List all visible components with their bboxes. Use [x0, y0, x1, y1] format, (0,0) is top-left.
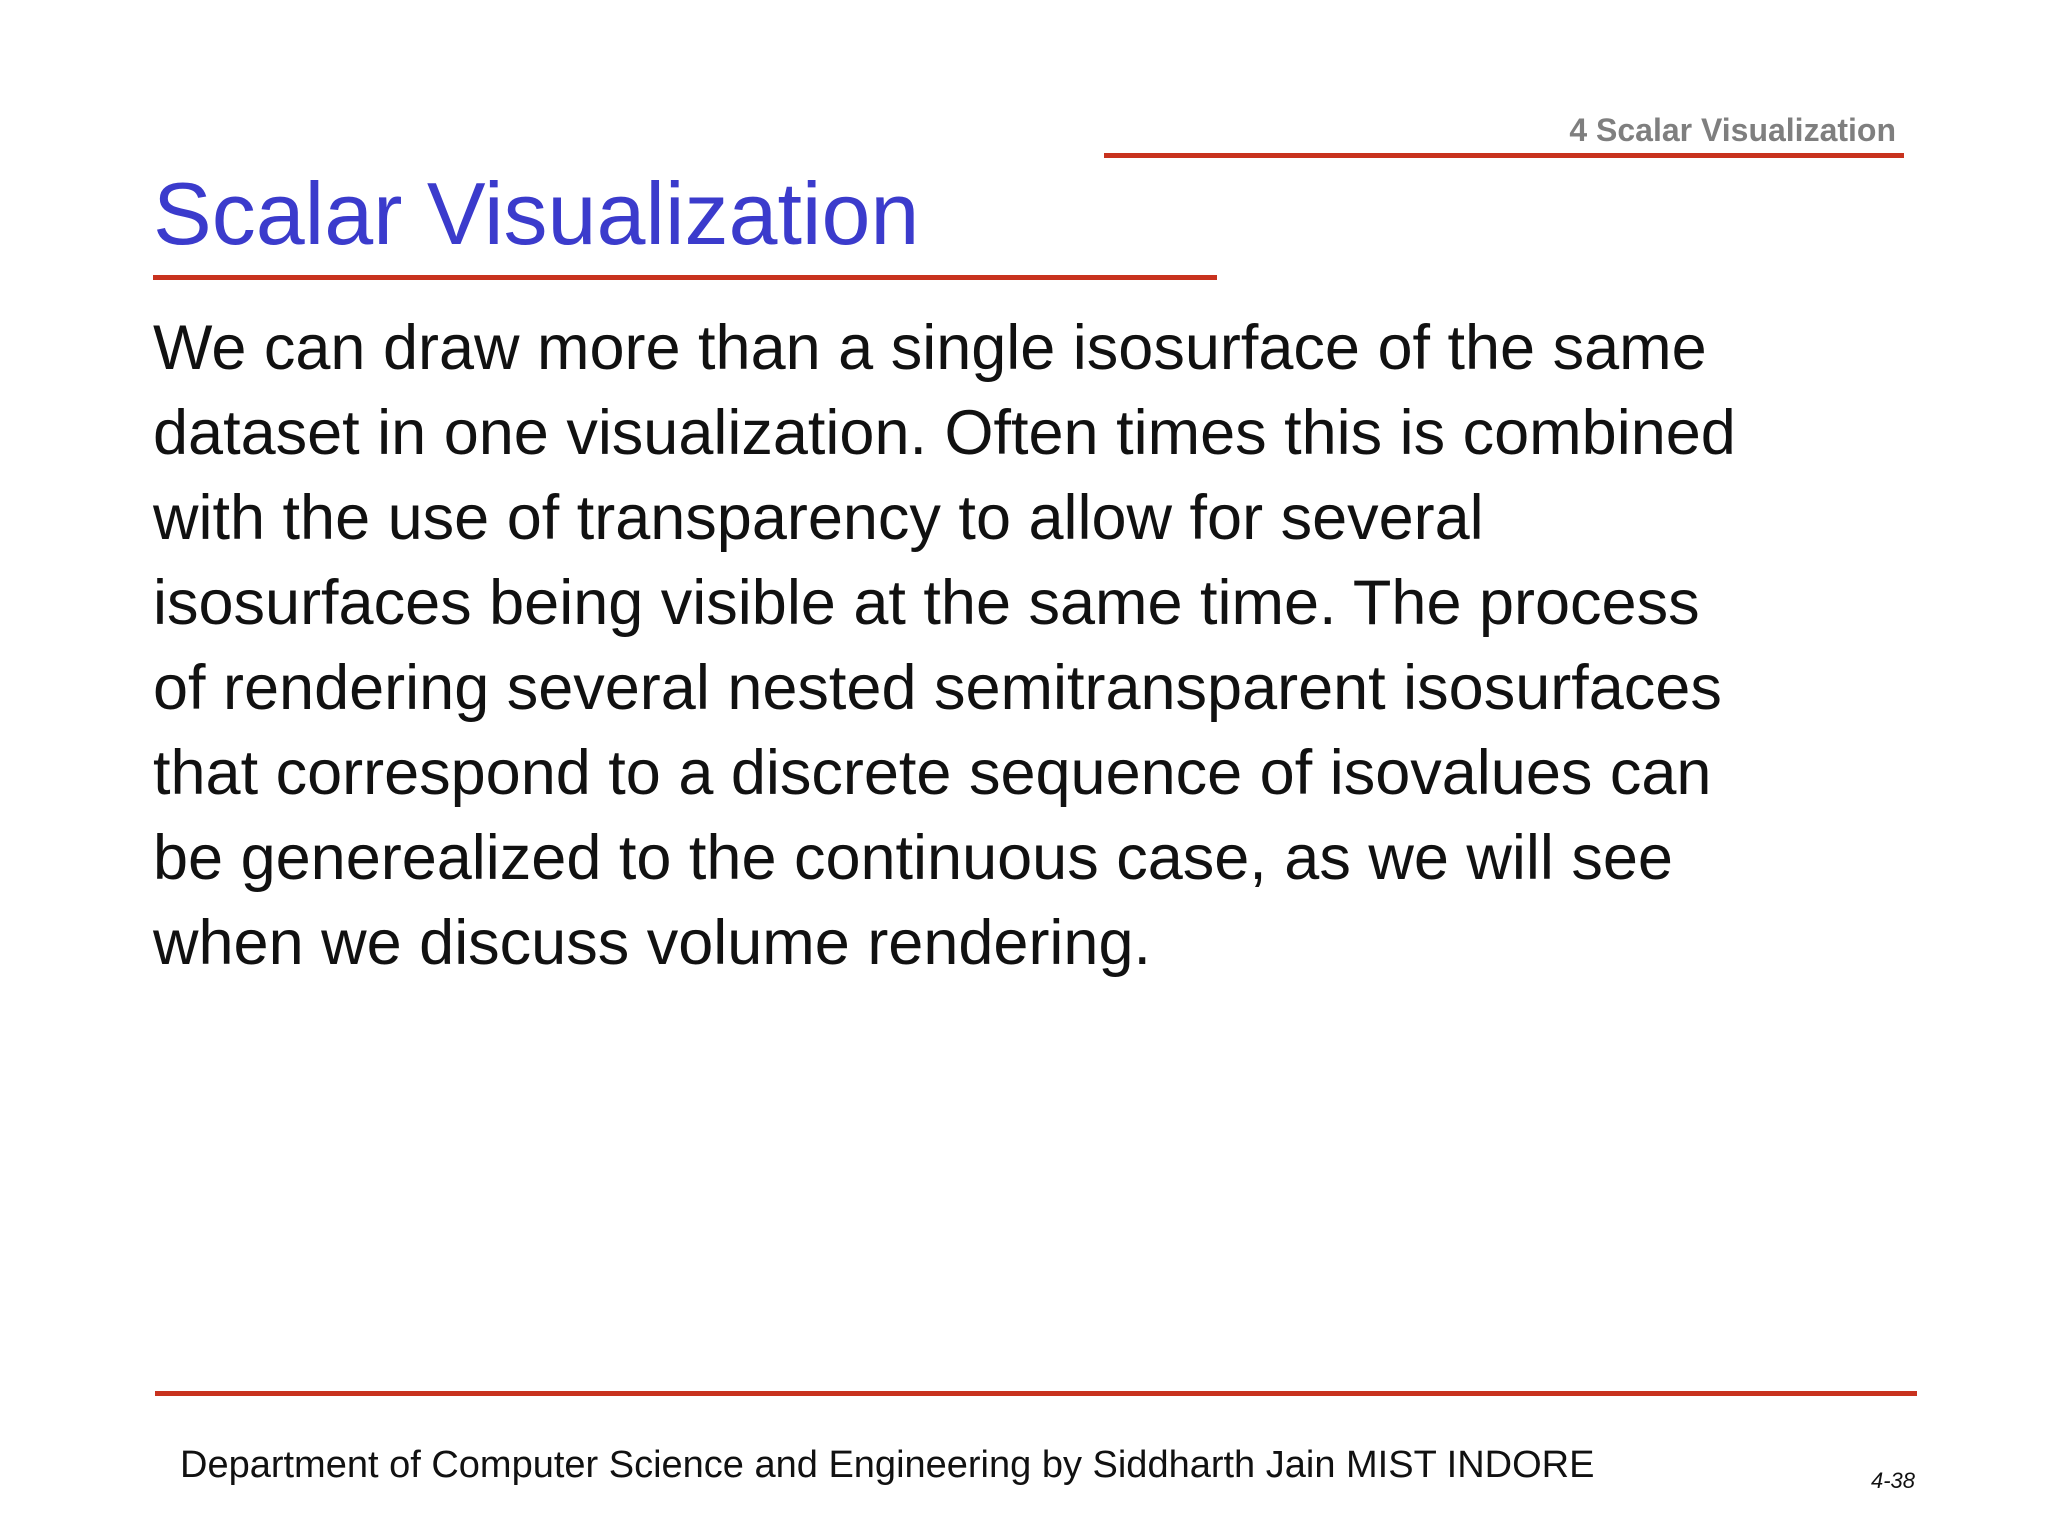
body-line: that correspond to a discrete sequence of isovalues can — [153, 738, 1712, 808]
body-line: dataset in one visualization. Often times this is combined — [153, 398, 1736, 468]
slide-title: Scalar Visualization — [153, 164, 920, 263]
footer-credit: Department of Computer Science and Engineering by Siddharth Jain MIST INDORE — [180, 1444, 1595, 1486]
body-line: when we discuss volume rendering. — [153, 908, 1152, 978]
body-line: of rendering several nested semitransparent isosurfaces — [153, 653, 1722, 723]
body-paragraph — [153, 306, 1913, 986]
body-line: with the use of transparency to allow for several — [153, 483, 1484, 553]
title-underline — [153, 275, 1217, 280]
section-label: 4 Scalar Visualization — [1569, 112, 1896, 148]
header-divider — [1104, 153, 1904, 158]
body-line: We can draw more than a single isosurface of the same — [153, 313, 1707, 383]
footer-divider — [155, 1391, 1917, 1396]
body-line: isosurfaces being visible at the same time. The process — [153, 568, 1700, 638]
page-number: 4-38 — [1870, 1468, 1915, 1493]
body-line: be generealized to the continuous case, as we will see — [153, 823, 1673, 893]
